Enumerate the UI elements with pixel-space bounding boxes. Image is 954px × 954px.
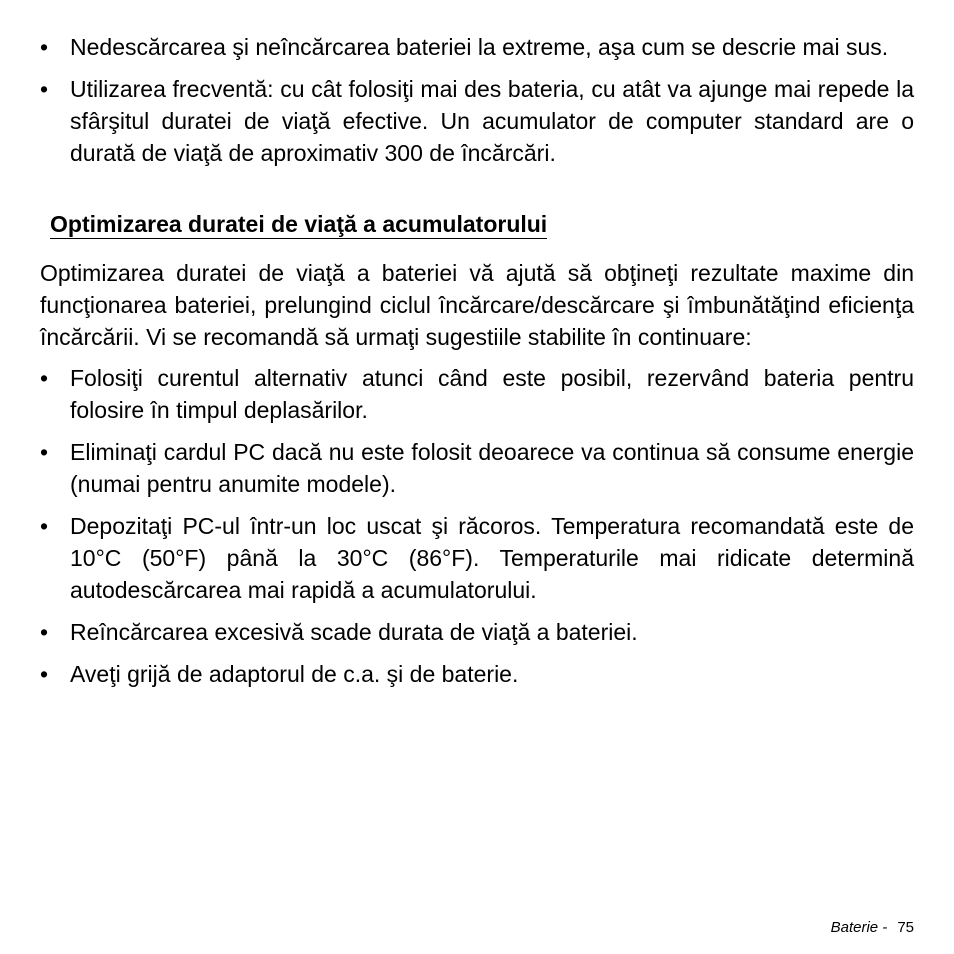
bullet-icon: • [40,619,49,645]
bullet-icon: • [40,365,49,391]
list-item-text: Aveţi grijă de adaptorul de c.a. şi de baterie. [70,661,519,687]
list-item-text: Eliminaţi cardul PC dacă nu este folosit deoarece va continua să consume energie (numai pentru anumite modele). [70,439,914,497]
bullet-icon: • [40,34,49,60]
bullet-icon: • [40,439,49,465]
page-footer [831,918,914,938]
list-item-text: Nedescărcarea şi neîncărcarea bateriei la extreme, aşa cum se descrie mai sus. [70,34,889,60]
list-item [40,31,914,63]
list-item-text: Folosiţi curentul alternativ atunci când este posibil, rezervând bateria pentru folosire în timpul deplasărilor. [70,365,914,423]
list-item [40,616,914,648]
list-item-text: Reîncărcarea excesivă scade durata de viaţă a bateriei. [70,619,638,645]
bullet-icon: • [40,76,49,102]
list-item [40,510,914,606]
list-item [40,362,914,426]
list-item [40,73,914,169]
list-item-text: Depozitaţi PC-ul într-un loc uscat şi răcoros. Temperatura recomandată este de 10°C (50°F) până la 30°C (86°F). Temperaturile mai ridicate determină autodescărcarea mai rapidă a acumulatorului. [70,513,914,603]
bullet-icon: • [40,661,49,687]
bullet-icon: • [40,513,49,539]
document-page [40,31,914,700]
footer-label: Baterie - [830,919,888,936]
page-number: 75 [897,919,914,936]
tips-bullet-list [40,362,914,690]
intro-bullet-list [40,31,914,169]
section-paragraph: Optimizarea duratei de viaţă a bateriei vă ajută să obţineţi rezultate maxime din funcţionarea bateriei, prelungind ciclul încărcare/descărcare şi îmbunătăţind eficienţa încărcării. Vi se recomandă să urmaţi sugestiile stabilite în continuare: [40,260,914,350]
list-item-text: Utilizarea frecventă: cu cât folosiţi mai des bateria, cu atât va ajunge mai repede la sfârşitul duratei de viaţă efective. Un acumulator de computer standard are o durată de viaţă de aproximativ 300 de încărcări. [70,76,914,166]
list-item [40,436,914,500]
list-item [40,658,914,690]
section-heading: Optimizarea duratei de viaţă a acumulatorului [50,211,548,237]
